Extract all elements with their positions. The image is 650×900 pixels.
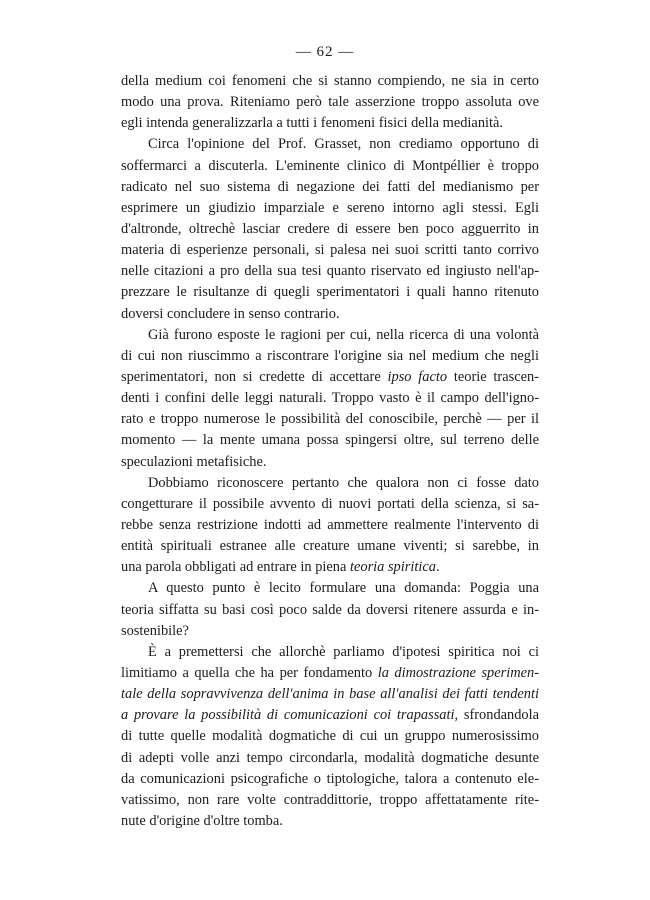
paragraph — [121, 473, 539, 579]
text-line — [121, 705, 539, 726]
paragraph — [121, 71, 539, 134]
text-line: momento — la mente umana possa spingersi oltre, sul terreno delle — [121, 432, 539, 449]
text-line: Dobbiamo riconoscere pertanto che qualora non ci fosse dato — [148, 474, 539, 491]
text-run: . — [435, 559, 440, 576]
text-line — [121, 557, 539, 578]
text-line: radicato nel suo sistema di negazione dei fatti del medianismo per — [121, 178, 539, 195]
text-line: della medium coi fenomeni che si stanno compiendo, ne sia in certo — [121, 73, 539, 89]
text-line: materia di esperienze personali, si palesa nei suoi scritti tanto corrivo — [121, 242, 539, 259]
text-line — [121, 367, 539, 388]
text-line: Già furono esposte le ragioni per cui, nella ricerca di una volontà — [148, 326, 539, 343]
italic-phrase: la dimostrazione sperimen- — [377, 664, 539, 681]
text-line: speculazioni metafisiche. — [121, 453, 267, 470]
text-line: d'altronde, oltrechè lasciar credere di essere ben poco agguerrito in — [121, 220, 539, 237]
text-run: una parola obbligati ad entrare in piena — [121, 559, 347, 576]
text-line: nute d'origine d'oltre tomba. — [121, 812, 283, 829]
body-text — [121, 71, 539, 832]
text-line: vatissimo, non rare volte contraddittorie, troppo affettatamente rite- — [121, 791, 539, 808]
italic-phrase: teoria spiritica — [349, 559, 436, 576]
text-line: doversi concludere in senso contrario. — [121, 305, 340, 322]
italic-phrase: tale della sopravvivenza dell'anima in base all'analisi dei fatti tendenti — [121, 686, 539, 703]
text-line: congetturare il possibile avvento di nuovi portati della scienza, si sa- — [121, 495, 539, 512]
text-line: A questo punto è lecito formulare una domanda: Poggia una — [148, 580, 539, 597]
text-line: È a premettersi che allorchè parliamo d'ipotesi spiritica noi ci — [148, 643, 539, 660]
text-line: di cui non riuscimmo a riscontrare l'origine sia nel medium che negli — [121, 347, 539, 364]
text-line: rebbe senza restrizione indotti ad ammettere realmente l'intervento di — [121, 516, 539, 533]
text-run: limitiamo a quella che ha per fondamento — [121, 664, 373, 681]
text-line: prezzare le risultanze di quegli sperimentatori i quali hanno ritenuto — [121, 284, 539, 301]
italic-phrase: a provare la possibilità di comunicazioni coi trapassati — [121, 707, 455, 724]
text-line: denti i confini delle leggi naturali. Troppo vasto è il campo dell'igno- — [121, 390, 539, 407]
text-line: egli intenda generalizzarla a tutti i fenomeni fisici della medianità. — [121, 115, 503, 132]
text-line — [121, 684, 539, 705]
text-line: Circa l'opinione del Prof. Grasset, non crediamo opportuno di — [148, 136, 539, 153]
text-line: nelle citazioni a pro della sua tesi quanto riservato ed ingiusto nell'ap- — [121, 263, 539, 280]
text-run: sperimentatori, non si credette di accettare — [121, 368, 381, 385]
italic-phrase: ipso facto — [387, 368, 448, 385]
text-line: esprimere un giudizio imparziale e sereno intorno agli stessi. Egli — [121, 199, 539, 216]
text-line: soffermarci a discuterla. L'eminente clinico di Montpéllier è troppo — [121, 157, 539, 174]
text-run: teorie trascen- — [453, 368, 539, 385]
text-line: entità spirituali estranee alle creature umane viventi; si sarebbe, in — [121, 538, 539, 555]
text-line — [121, 663, 539, 684]
paragraph — [121, 325, 539, 473]
text-line: di adepti volle anzi tempo circondarla, modalità dogmatiche desunte — [121, 749, 539, 766]
text-line: modo una prova. Riteniamo però tale asserzione troppo assoluta ove — [121, 94, 539, 111]
paragraph — [121, 642, 539, 832]
paragraph — [121, 134, 539, 324]
text-line: teoria siffatta su basi così poco salde da doversi ritenere assurda e in- — [121, 601, 539, 618]
text-line: rato e troppo numerose le possibilità del conoscibile, perchè — per il — [121, 411, 539, 428]
text-line: sostenibile? — [121, 622, 189, 639]
text-line: di tutte quelle modalità dogmatiche di cui un gruppo numerosissimo — [121, 728, 539, 745]
text-run: , sfrondandola — [454, 707, 539, 724]
text-line: da comunicazioni psicografiche o tiptologiche, talora a contenuto ele- — [121, 770, 539, 787]
paragraph — [121, 578, 539, 641]
page-number: — 62 — — [295, 44, 355, 60]
